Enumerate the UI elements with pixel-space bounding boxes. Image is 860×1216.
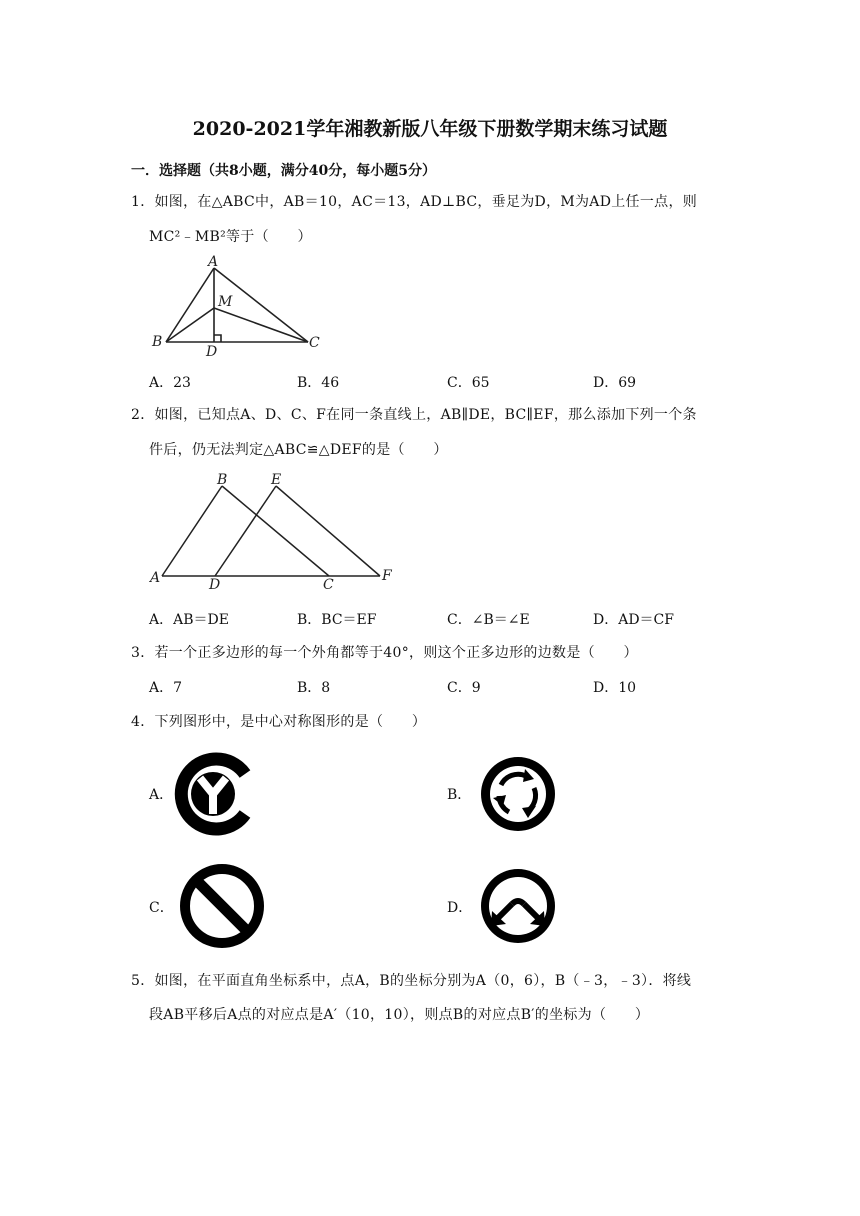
q1-option-a: A．23 xyxy=(149,375,191,391)
q1-label-b: B xyxy=(152,334,163,350)
page-title: 2020-2021学年湘教新版八年级下册数学期末练习试题 xyxy=(192,118,668,140)
q2-label-e: E xyxy=(271,472,282,488)
q2-option-a: A．AB＝DE xyxy=(149,612,229,628)
q4-option-b: B． xyxy=(447,787,472,803)
q4-option-c: C． xyxy=(149,900,174,916)
q4-option-a: A． xyxy=(149,787,174,803)
q2-label-f: F xyxy=(382,568,392,584)
q1-triangle-figure xyxy=(140,250,340,360)
q2-label-c: C xyxy=(323,577,334,593)
section-heading: 一．选择题（共8小题，满分40分，每小题5分） xyxy=(131,163,436,179)
q2-label-a: A xyxy=(150,570,161,586)
q3-option-d: D．10 xyxy=(593,680,637,696)
q1-label-m: M xyxy=(218,294,233,310)
q4-stem: 4．下列图形中，是中心对称图形的是（ ） xyxy=(131,714,427,730)
q2-option-d: D．AD＝CF xyxy=(593,612,674,628)
q1-label-d: D xyxy=(206,344,218,360)
q1-label-c: C xyxy=(309,335,320,351)
q3-option-c: C．9 xyxy=(447,680,481,696)
q5-stem-line2: 段AB平移后A点的对应点是A′（10，10），则点B的对应点B′的坐标为（ ） xyxy=(149,1007,650,1023)
q4-figure-a-cy-logo-icon xyxy=(172,748,262,840)
q2-triangles-figure xyxy=(140,466,400,596)
q1-option-c: C．65 xyxy=(447,375,490,391)
q2-stem-line1: 2．如图，已知点A、D、C、F在同一条直线上，AB∥DE，BC∥EF，那么添加下列一个条 xyxy=(131,407,697,423)
q4-figure-b-roundabout-icon xyxy=(474,748,562,840)
q2-option-c: C．∠B＝∠E xyxy=(447,612,530,628)
q1-label-a: A xyxy=(208,254,219,270)
q1-option-b: B．46 xyxy=(297,375,340,391)
q4-figure-c-no-entry-icon xyxy=(176,860,268,952)
q1-stem-line1: 1．如图，在△ABC中，AB＝10，AC＝13，AD⊥BC，垂足为D，M为AD上任一点，则 xyxy=(131,194,698,210)
q2-stem-line2: 件后，仍无法判定△ABC≌△DEF的是（ ） xyxy=(149,442,448,458)
q3-option-a: A．7 xyxy=(149,680,183,696)
q2-label-b: B xyxy=(217,472,228,488)
q4-figure-d-split-arrows-icon xyxy=(474,860,564,952)
q3-stem: 3．若一个正多边形的每一个外角都等于40°，则这个正多边形的边数是（ ） xyxy=(131,645,638,661)
q5-stem-line1: 5．如图，在平面直角坐标系中，点A，B的坐标分别为A（0，6），B（﹣3，﹣3）．将线 xyxy=(131,973,692,989)
q4-option-d: D． xyxy=(447,900,473,916)
q1-stem-line2: MC²﹣MB²等于（ ） xyxy=(149,229,312,245)
q3-option-b: B．8 xyxy=(297,680,331,696)
q2-label-d: D xyxy=(209,577,221,593)
q1-option-d: D．69 xyxy=(593,375,637,391)
q2-option-b: B．BC＝EF xyxy=(297,612,377,628)
